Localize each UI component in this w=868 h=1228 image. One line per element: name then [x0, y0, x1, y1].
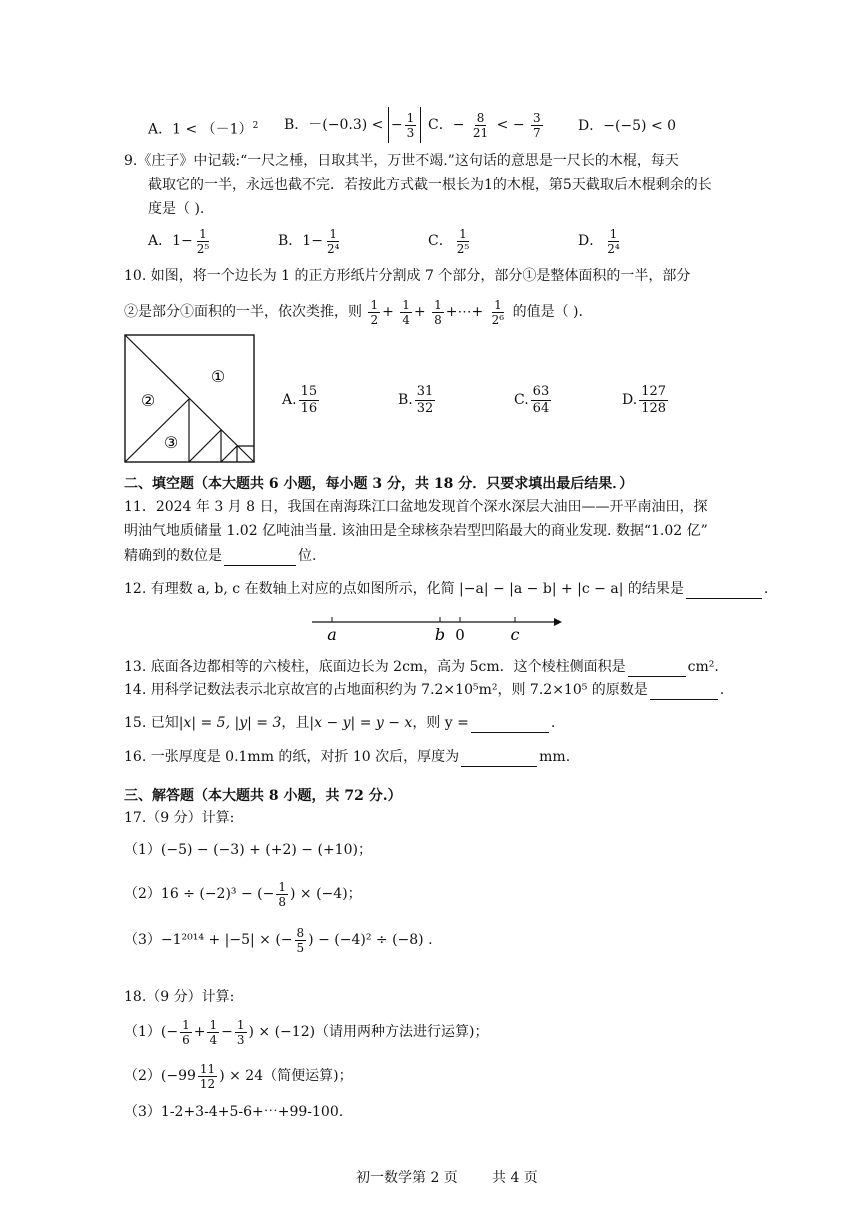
section2-title: 二、填空题（本大题共 6 小题，每小题 3 分，共 18 分．只要求填出最后结果．） [124, 476, 634, 492]
q9-option-a: A．1− $\frac{1}{\text{2⁵}}$ [148, 226, 210, 256]
square-partition-figure [124, 334, 256, 464]
axis-label-a: a [327, 625, 337, 644]
axis-label-c: c [510, 625, 520, 644]
q10-line2: ②是部分①面积的一半，依次类推，则 $\frac{1}{2}$ + $\frac{1}{4}$ + $\frac{1}{8}$ +⋯+ $\frac{1}{\text{2⁶}}$ 的值是（ ). [124, 297, 583, 327]
q18-part1: （1）(− $\frac{1}{6}$ + $\frac{1}{4}$ − $\frac{1}{3}$ ) × (−12)（请用两种方法进行运算)； [124, 1017, 489, 1047]
q17-part1: （1）(−5) − (−3) + (+2) − (+10)； [124, 842, 372, 858]
q11-line1: 11．2024 年 3 月 8 日，我国在南海珠江口盆地发现首个深水深层大油田——开平南油田，探 [124, 499, 708, 515]
section3-title: 三、解答题（本大题共 8 小题，共 72 分.） [124, 788, 402, 804]
q8-option-d: D．−(−5) < 0 [578, 118, 677, 134]
axis-label-b: b [434, 625, 446, 644]
q17-part2: （2）16 ÷ (−2)³ − (− $\frac{1}{8}$ ) × (−4)； [124, 879, 362, 909]
q10-option-b: B. $\frac{31}{32}$ [398, 383, 434, 416]
q16-line: 16. 一张厚度是 0.1mm 的纸，对折 10 次后，厚度为 mm. [124, 746, 570, 767]
q10-line1: 10. 如图，将一个边长为 1 的正方形纸片分割成 7 个部分，部分①是整体面积的一半，部分 [124, 268, 691, 284]
q18-part2: （2）(−99 $\frac{11}{12}$ ) × 24（简便运算)； [124, 1061, 353, 1091]
q11-line2: 明油气地质储量 1.02 亿吨油当量. 该油田是全球核杂岩型凹陷最大的商业发现. 数据“1.02 亿” [124, 523, 708, 539]
q17-title: 17.（9 分）计算: [124, 810, 235, 826]
q9-line1: 9.《庄子》中记载:“一尺之棰，日取其半，万世不竭.”这句话的意思是一尺长的木棍，每天 [124, 153, 679, 169]
fig-label-2: ② [140, 391, 156, 410]
q10-option-a: A. $\frac{15}{16}$ [282, 383, 318, 416]
q9-option-d: D． $\frac{1}{\text{2⁴}}$ [578, 226, 620, 256]
axis-label-zero: 0 [455, 626, 465, 644]
number-line [310, 610, 562, 646]
footer-total-pages: 共 4 页 [492, 1170, 538, 1186]
q12-line: 12. 有理数 a, b, c 在数轴上对应的点如图所示，化简 |−a| − |a − b| + |c − a| 的结果是 . [124, 578, 768, 599]
q9-line2: 截取它的一半，永远也截不完．若按此方式截一根长为1的木棍，第5天截取后木棍剩余的长 [148, 177, 712, 193]
q8-option-a: A．$1 < (-1)^2$ [148, 121, 259, 138]
fig-label-3: ③ [163, 433, 179, 452]
q8-option-b: B．－(−0.3) < − $\frac{1}{3}$ [284, 107, 421, 143]
q13-line: 13. 底面各边都相等的六棱柱，底面边长为 2cm，高为 5cm．这个棱柱侧面积是 cm². [124, 656, 719, 677]
q10-option-d: D. $\frac{127}{128}$ [622, 383, 667, 416]
q8-option-c: C．− $\frac{8}{21}$ < − $\frac{3}{7}$ [428, 110, 541, 140]
q9-option-b: B．1− $\frac{1}{\text{2⁴}}$ [278, 226, 340, 256]
q18-part3: （3）1-2+3-4+5-6+⋯+99-100. [124, 1104, 344, 1120]
q17-part3: （3）−1²⁰¹⁴ + |−5| × (− $\frac{8}{5}$ ) − (−4)² ÷ (−8) . [124, 925, 433, 955]
fig-label-1: ① [210, 367, 226, 386]
q10-option-c: C. $\frac{63}{64}$ [514, 383, 550, 416]
q9-option-c: C． $\frac{1}{\text{2⁵}}$ [428, 226, 470, 256]
footer-page-number: 初一数学第 2 页 [356, 1170, 458, 1186]
q9-line3: 度是（ ). [148, 201, 205, 217]
q18-title: 18.（9 分）计算: [124, 989, 235, 1005]
q14-line: 14. 用科学记数法表示北京故宫的占地面积约为 7.2×10⁵m²，则 7.2×10⁵ 的原数是 . [124, 679, 724, 700]
q15-line: 15. 已知|x| = 5, |y| = 3，且|x − y| = y − x，则 y = . [124, 712, 555, 733]
q11-line3: 精确到的数位是 位. [124, 545, 316, 566]
